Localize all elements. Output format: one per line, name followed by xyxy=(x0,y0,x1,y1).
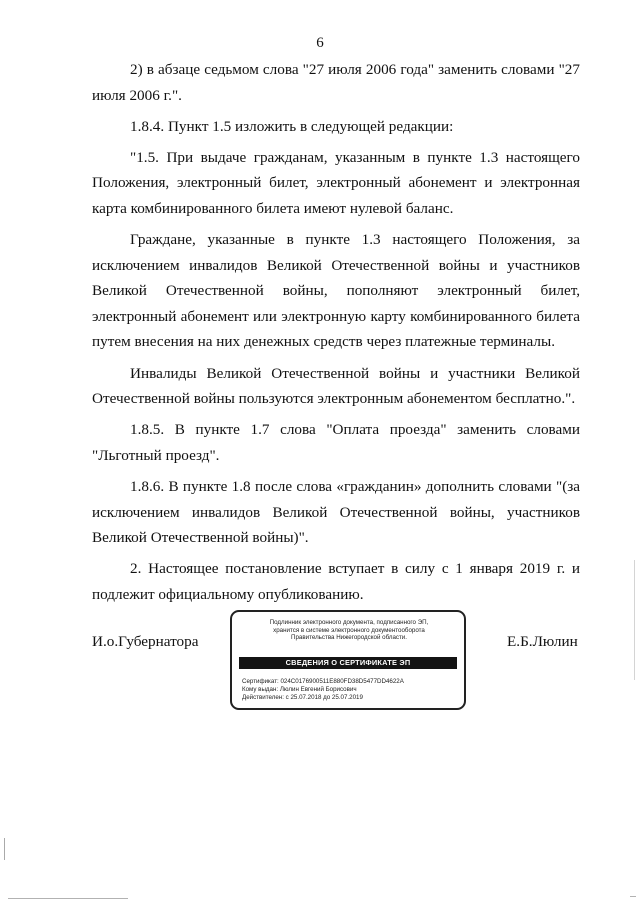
paragraph: 2. Настоящее постановление вступает в силу с 1 января 2019 г. и подлежит официальному опубликованию. xyxy=(92,560,580,603)
stamp-note xyxy=(240,619,458,642)
signer-name: Е.Б.Люлин xyxy=(507,633,578,650)
stamp-note-line: Правительства Нижегородской области. xyxy=(291,634,407,642)
paragraph: Инвалиды Великой Отечественной войны и участники Великой Отечественной войны пользуются электронным абонементом бесплатно.". xyxy=(92,364,580,408)
stamp-header: СВЕДЕНИЯ О СЕРТИФИКАТЕ ЭП xyxy=(239,657,457,669)
paragraph: 1.8.4. Пункт 1.5 изложить в следующей редакции: xyxy=(130,117,454,135)
electronic-signature-stamp xyxy=(230,610,466,710)
document-body xyxy=(92,57,580,613)
paragraph: Граждане, указанные в пункте 1.3 настоящего Положения, за исключением инвалидов Великой Отечественной войны и участников Великой Отечественной войны, пополняют электронный билет, электронный абонемент или электронную карту комбинированного билета путем внесения на них денежных средств через платежные терминалы. xyxy=(92,231,580,351)
stamp-issued-to: Кому выдан: Люлин Евгений Борисович xyxy=(242,686,357,694)
stamp-certificate: Сертификат: 024C0176900511E880FD38D5477DD4622A xyxy=(242,678,404,685)
paragraph: 2) в абзаце седьмом слова "27 июля 2006 года" заменить словами "27 июля 2006 г.". xyxy=(92,61,580,104)
stamp-note-line: Подлинник электронного документа, подписанного ЭП, xyxy=(269,619,429,626)
page-number: 6 xyxy=(316,35,324,51)
stamp-details xyxy=(242,678,404,703)
stamp-validity: Действителен: с 25.07.2018 до 25.07.2019 xyxy=(242,694,363,702)
signer-title: И.о.Губернатора xyxy=(92,633,199,650)
scan-artifact xyxy=(634,560,635,680)
scan-artifact xyxy=(8,898,128,899)
paragraph: 1.8.5. В пункте 1.7 слова "Оплата проезда" заменить словами "Льготный проезд". xyxy=(92,421,580,464)
signature-block xyxy=(0,610,640,720)
paragraph: 1.8.6. В пункте 1.8 после слова «гражданин» дополнить словами "(за исключением инвалидов Великой Отечественной войны, участников Великой Отечественной войны)". xyxy=(92,477,580,547)
scan-artifact xyxy=(630,896,636,897)
paragraph: "1.5. При выдаче гражданам, указанным в пункте 1.3 настоящего Положения, электронный билет, электронный абонемент и электронная карта комбинированного билета имеют нулевой баланс. xyxy=(92,148,580,217)
scan-artifact xyxy=(4,838,5,860)
stamp-note-line: хранится в системе электронного документооборота xyxy=(273,626,425,634)
